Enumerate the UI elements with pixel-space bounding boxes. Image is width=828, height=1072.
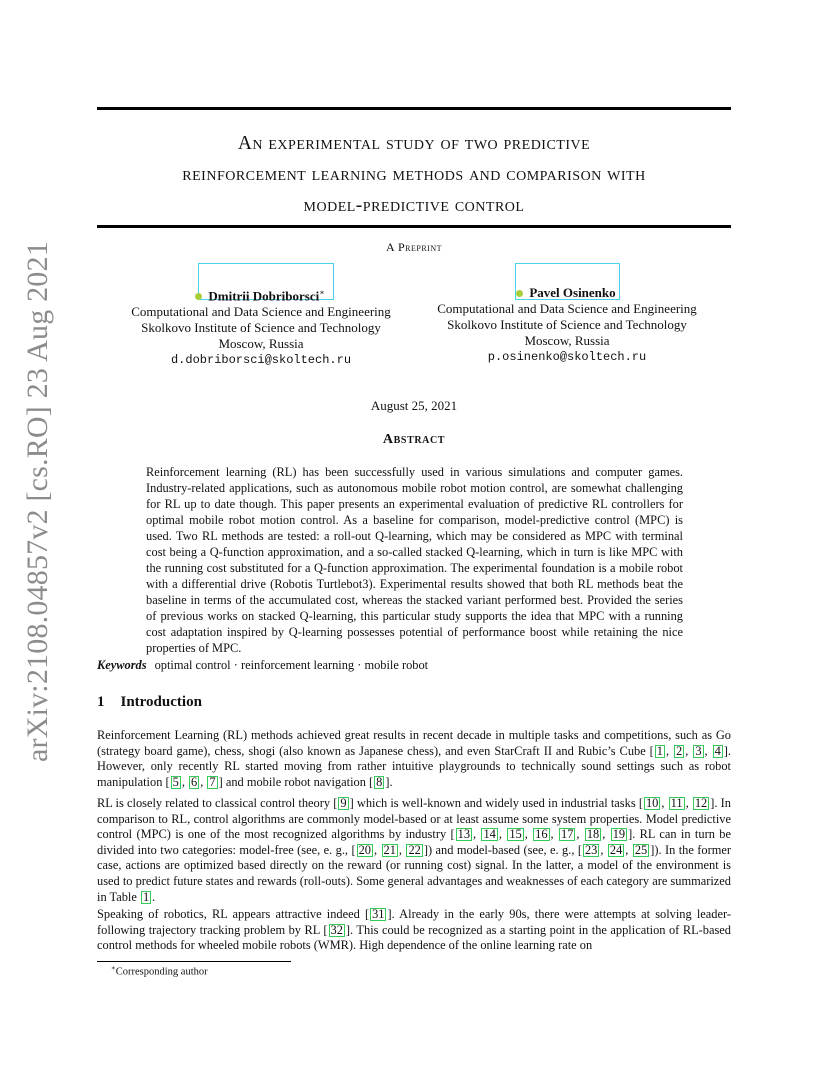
- footnote-rule: [97, 961, 291, 962]
- citation-link[interactable]: 14: [483, 827, 496, 842]
- citation-link[interactable]: 7: [209, 774, 216, 789]
- title-line-2: reinforcement learning methods and comparison with: [182, 164, 646, 185]
- title-rule-bottom: [97, 225, 731, 228]
- paragraph-1: Reinforcement Learning (RL) methods achieved great results in recent decade in multiple tasks and competitions, such as Go (strategy board game), chess, shogi (also known as Japanese chess), and even StarCraft II and Rubic’s Cube [ 1 , 2 , 3 , 4 ]. However, only recently RL started moving from rather intuitive playgrounds to technically sound settings such as robot manipulation [ 5 , 6 , 7 ] and mobile robot navigation [ 8 ].: [97, 728, 732, 789]
- title-line-3: model-predictive control: [303, 195, 525, 216]
- author-institute: Skolkovo Institute of Science and Technology: [447, 317, 687, 332]
- citation-link[interactable]: 25: [634, 842, 648, 857]
- orcid-icon[interactable]: [195, 293, 202, 300]
- paragraph-text: ]. Already in the early 90s, there were attempts at solving leader-following trajectory tracking problem by RL [: [97, 907, 731, 937]
- section-number: 1: [97, 694, 105, 710]
- author-name[interactable]: Dmitrii Dobriborsci∗: [208, 288, 325, 304]
- citation-link[interactable]: 15: [509, 827, 522, 842]
- author-block-1: [122, 285, 400, 368]
- citation-link[interactable]: 11: [670, 796, 683, 810]
- author-affiliation: Computational and Data Science and Engineering: [437, 301, 697, 316]
- citation-link[interactable]: 21: [383, 842, 396, 857]
- paragraph-text: ]. RL can in turn be divided into two categories: model-free (see, e. g., [: [97, 827, 731, 857]
- paragraph-text: ]. However, only recently RL started moving from rather intuitive playgrounds to technically sound settings such as robot manipulation [: [97, 743, 732, 789]
- citation-link[interactable]: 32: [330, 922, 343, 937]
- citation-link[interactable]: 8: [376, 774, 383, 789]
- title-line-1: An experimental study of two predictive: [237, 133, 591, 154]
- citation-link[interactable]: 9: [340, 796, 347, 810]
- paper-title: [97, 128, 731, 221]
- paragraph-text: RL is closely related to classical control theory [: [97, 796, 338, 810]
- arxiv-identifier: arXiv:2108.04857v2 [cs.RO] 23 Aug 2021: [21, 241, 54, 762]
- citation-link[interactable]: 3: [695, 743, 702, 758]
- abstract-text: Reinforcement learning (RL) has been successfully used in various simulations and computer games. Industry-related applications, such as autonomous mobile robot motion control, are somewhat challenging for RL up to date though. This paper presents an experimental evaluation of predictive RL controllers for optimal mobile robot motion control. As a baseline for comparison, model-predictive control (MPC) is used. Two RL methods are tested: a roll-out Q-learning, which may be considered as MPC with terminal cost being a Q-function approximation, and a so-called stacked Q-learning, which in turn is like MPC with the running cost substituted for a Q-function approximation. The experimental foundation is a mobile robot with a differential drive (Robotis Turtlebot3). Experimental results showed that both RL methods beat the baseline in terms of the accumulated cost, whereas the stacked variant performed best. Provided the series of previous works on stacked Q-learning, this particular study supports the idea that MPC with a running cost adaptation inspired by Q-learning possesses potential of performance boost while retaining the nice properties of MPC.: [146, 465, 683, 655]
- author-institute: Skolkovo Institute of Science and Technology: [141, 320, 381, 336]
- author-block-2: [428, 285, 706, 365]
- citation-link[interactable]: 18: [586, 827, 600, 842]
- citation-link[interactable]: 17: [561, 827, 574, 842]
- citation-link[interactable]: 23: [584, 842, 598, 857]
- author-affiliation: Computational and Data Science and Engineering: [131, 304, 391, 320]
- paragraph-text: ]) and model-based (see, e. g., [: [423, 842, 582, 857]
- citation-link[interactable]: 5: [172, 774, 179, 789]
- author-email[interactable]: p.osinenko@skoltech.ru: [487, 350, 647, 364]
- author-email[interactable]: d.dobriborsci@skoltech.ru: [170, 353, 352, 368]
- section-title: Introduction: [120, 694, 202, 710]
- footnote-mark: ∗: [111, 964, 116, 972]
- paragraph-text: ] and mobile robot navigation [: [218, 774, 374, 789]
- footnote-text: Corresponding author: [115, 966, 208, 978]
- paragraph-text: ]). In the former case, actions are optimized based directly on the reward (or running cost) signal. In the latter, a model of the environment is used to predict future states and rewards (roll-outs). Some general advantages and weaknesses of each category are summarized in Table: [97, 842, 732, 904]
- citation-link[interactable]: 2: [676, 743, 683, 758]
- author-location: Moscow, Russia: [218, 336, 304, 352]
- table-link[interactable]: 1: [142, 889, 150, 904]
- citation-link[interactable]: 22: [408, 842, 421, 857]
- author-name[interactable]: Pavel Osinenko: [529, 285, 616, 300]
- citation-link[interactable]: 24: [609, 842, 623, 857]
- paragraph-2: RL is closely related to classical control theory [ 9 ] which is well-known and widely used in industrial tasks [ 10 , 11 , 12 ]. In comparison to RL, control algorithms are commonly model-based or at least assume some system properties. Model predictive control (MPC) is one of the most recognized algorithms by industry [ 13 , 14 , 15 , 16 , 17 , 18 , 19 ]. RL can in turn be divided into two categories: model-free (see, e. g., [ 20 , 21 , 22 ]) and model-based (see, e. g., [ 23 , 24 , 25 ]). In the former case, actions are optimized based directly on the reward (or running cost) signal. In the latter, a model of the environment is used to predict future states and rewards (roll-outs). Some general advantages and weaknesses of each category are summarized in Table 1 .: [97, 796, 732, 904]
- title-rule-top: [97, 107, 731, 110]
- keywords: [97, 658, 731, 673]
- citation-link[interactable]: 6: [191, 774, 198, 789]
- keywords-label: Keywords: [97, 658, 147, 672]
- paragraph-text: Reinforcement Learning (RL) methods achieved great results in recent decade in multiple tasks and competitions, such as Go (strategy board game), chess, shogi (also known as Japanese chess), and even StarCraft II and Rubic’s Cube [: [97, 728, 731, 758]
- section-heading: [97, 694, 202, 711]
- author-location: Moscow, Russia: [524, 333, 610, 348]
- footnote: [111, 964, 208, 978]
- paragraph-text: ] which is well-known and widely used in industrial tasks [: [349, 796, 643, 810]
- citation-link[interactable]: 31: [372, 907, 385, 921]
- publication-date: August 25, 2021: [370, 398, 458, 413]
- paragraph-text: .: [152, 889, 156, 904]
- orcid-icon[interactable]: [516, 290, 523, 297]
- preprint-label: A Preprint: [385, 240, 442, 254]
- paragraph-text: ]. In comparison to RL, control algorithms are commonly model-based or at least assume some system properties. Model predictive control (MPC) is one of the most recognized algorithms by industry [: [97, 796, 731, 842]
- citation-link[interactable]: 20: [358, 842, 371, 857]
- citation-link[interactable]: 12: [694, 796, 708, 810]
- paragraph-text: Speaking of robotics, RL appears attractive indeed [: [97, 907, 370, 921]
- citation-link[interactable]: 1: [656, 743, 663, 758]
- citation-link[interactable]: 10: [645, 796, 659, 810]
- paragraph-3: [97, 907, 731, 954]
- citation-link[interactable]: 4: [714, 743, 721, 758]
- citation-link[interactable]: 16: [535, 827, 548, 842]
- abstract-heading: Abstract: [382, 432, 446, 447]
- keywords-text: optimal control · reinforcement learning · mobile robot: [154, 658, 429, 672]
- citation-link[interactable]: 19: [612, 827, 626, 842]
- citation-link[interactable]: 13: [457, 827, 471, 842]
- corresponding-mark: ∗: [319, 288, 325, 297]
- paragraph-text: ]. This could be recognized as a starting point in the application of RL-based control methods for wheeled mobile robots (WMR). High dependence of the online learning rate on: [97, 922, 731, 953]
- paragraph-text: ].: [385, 774, 393, 789]
